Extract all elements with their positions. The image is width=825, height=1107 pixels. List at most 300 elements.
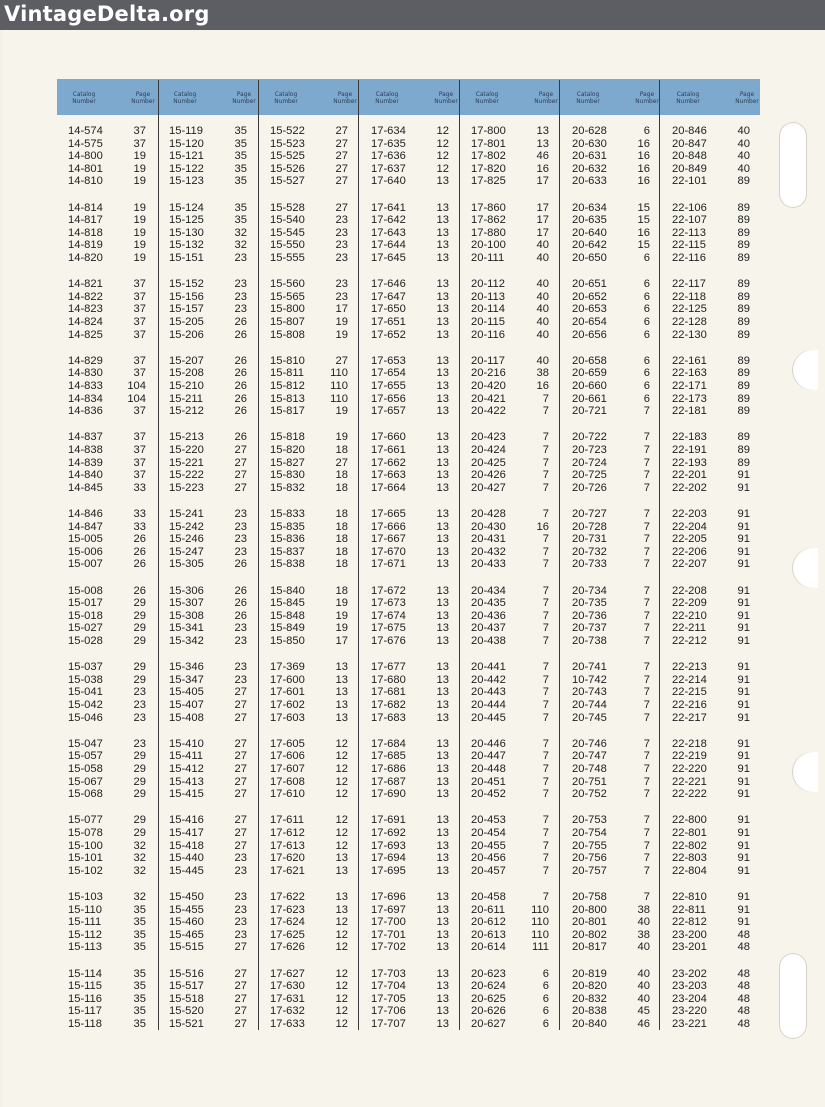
page-number: 89 [737,443,750,456]
table-row [68,367,168,380]
table-row [270,125,370,138]
page-number: 91 [737,507,750,520]
table-row [371,431,471,444]
page-number: 7 [542,852,549,865]
catalog-number: 15-116 [68,992,103,1005]
table-row [270,175,370,188]
table-row [471,291,571,304]
catalog-number: 17-636 [371,150,406,163]
page-number: 12 [335,788,348,801]
page-number: 23 [234,303,247,316]
catalog-number: 20-446 [471,737,506,750]
catalog-number: 20-847 [672,137,707,150]
table-row [471,980,571,993]
page-number: 13 [436,992,449,1005]
table-row [672,916,772,929]
catalog-number: 20-624 [471,980,506,993]
table-row [572,138,672,151]
page-number: 27 [335,150,348,163]
page-number: 26 [234,315,247,328]
catalog-number: 15-211 [169,392,204,405]
table-row [371,865,471,878]
table-row [68,814,168,827]
table-row [68,852,168,865]
row-group [169,125,269,202]
catalog-number: 15-408 [169,711,204,724]
page-number: 7 [643,711,650,724]
table-row [270,303,370,316]
table-row [169,610,269,623]
table-row [672,202,772,215]
catalog-number: 15-827 [270,456,305,469]
table-row [270,699,370,712]
page-number: 27 [234,469,247,482]
page-number: 15 [637,201,650,214]
table-row [68,980,168,993]
table-row [371,929,471,942]
catalog-number: 17-683 [371,711,406,724]
catalog-number: 22-181 [672,405,707,418]
table-row [68,788,168,801]
row-group [68,431,168,508]
catalog-number: 22-171 [672,379,707,392]
table-row [672,610,772,623]
page-number: 16 [536,379,549,392]
page-number: 40 [536,239,549,252]
catalog-number: 15-412 [169,762,204,775]
table-row [572,776,672,789]
catalog-number: 20-817 [572,941,607,954]
page-number: 40 [737,125,750,137]
page-number: 13 [335,864,348,877]
table-row [572,597,672,610]
catalog-number: 20-660 [572,379,607,392]
page-number: 40 [536,354,549,367]
table-row [68,227,168,240]
page-number: 13 [436,379,449,392]
catalog-number: 14-818 [68,226,103,239]
page-number: 40 [637,967,650,980]
catalog-number: 20-800 [572,903,607,916]
table-row [169,941,269,954]
header-page-label: Number [434,97,458,105]
row-group [68,585,168,662]
page-number: 40 [536,251,549,264]
catalog-number: 14-838 [68,443,103,456]
catalog-number: 20-732 [572,545,607,558]
catalog-number: 17-695 [371,864,406,877]
page-number: 7 [542,545,549,558]
catalog-number: 22-208 [672,584,707,597]
catalog-number: 17-705 [371,992,406,1005]
table-row [169,558,269,571]
page-number: 7 [542,686,549,699]
catalog-number: 17-642 [371,214,406,227]
table-row [270,980,370,993]
catalog-number: 15-130 [169,226,204,239]
page-number: 29 [133,622,146,635]
catalog-number: 17-632 [270,1005,305,1018]
catalog-number: 22-116 [672,251,707,264]
page-number: 12 [335,941,348,954]
page-number: 35 [133,1017,146,1030]
row-group [572,661,672,738]
table-row [270,941,370,954]
table-row [68,214,168,227]
page-number: 27 [234,967,247,980]
page-number: 13 [436,175,449,188]
page-number: 91 [737,890,750,903]
header-catalog-label: Catalog [676,89,700,98]
page-number: 23 [234,251,247,264]
page-number: 40 [536,315,549,328]
catalog-number: 17-685 [371,750,406,763]
table-row [270,1005,370,1018]
page-number: 13 [436,762,449,775]
page-number: 89 [737,456,750,469]
catalog-number: 20-754 [572,826,607,839]
table-row [471,610,571,623]
catalog-number: 17-627 [270,967,305,980]
page-number: 91 [737,864,750,877]
table-row [270,278,370,291]
table-row [572,291,672,304]
table-row [471,840,571,853]
catalog-number: 20-611 [471,903,506,916]
catalog-number: 15-208 [169,367,204,380]
page-number: 35 [133,1005,146,1018]
catalog-number: 17-677 [371,661,406,674]
table-row [270,457,370,470]
page-number: 7 [542,507,549,520]
page-number: 13 [335,698,348,711]
page-number: 7 [643,698,650,711]
row-group [68,355,168,432]
catalog-number: 15-006 [68,545,103,558]
catalog-number: 14-800 [68,150,103,163]
page-number: 91 [737,711,750,724]
page-number: 29 [133,750,146,763]
row-group [270,585,370,662]
table-row [68,521,168,534]
row-group [270,968,370,1045]
catalog-number: 22-802 [672,839,707,852]
catalog-number: 15-347 [169,673,204,686]
page-number: 27 [234,698,247,711]
catalog-number: 15-840 [270,584,305,597]
page-number: 13 [436,814,449,827]
table-row [371,367,471,380]
catalog-number: 15-122 [169,162,204,175]
page-number: 23 [335,214,348,227]
page-number: 91 [737,737,750,750]
header-catalog-number [569,83,607,113]
table-row [68,546,168,559]
table-row [371,558,471,571]
table-row [471,699,571,712]
catalog-number: 20-659 [572,367,607,380]
table-row [471,904,571,917]
page-number: 23 [335,290,348,303]
table-row [471,316,571,329]
table-row [270,508,370,521]
table-row [371,125,471,138]
table-row [572,316,672,329]
row-group [672,202,772,279]
catalog-number: 17-645 [371,251,406,264]
row-group [371,355,471,432]
page-number: 110 [531,916,549,929]
header-page-number [531,83,561,113]
catalog-number: 17-691 [371,814,406,827]
page-number: 32 [133,839,146,852]
table-row [68,929,168,942]
catalog-number: 15-808 [270,328,305,341]
catalog-number: 20-745 [572,711,607,724]
catalog-number: 15-207 [169,354,204,367]
row-group [672,968,772,1045]
row-group [572,508,672,585]
page-number: 19 [133,239,146,252]
catalog-number: 20-652 [572,290,607,303]
page-number: 13 [436,315,449,328]
catalog-number: 17-620 [270,852,305,865]
table-row [169,661,269,674]
catalog-number: 20-613 [471,928,506,941]
catalog-number: 15-047 [68,737,103,750]
page-number: 16 [637,137,650,150]
catalog-number: 15-440 [169,852,204,865]
row-group [572,431,672,508]
table-row [572,163,672,176]
row-group [371,125,471,202]
header-page-number [431,83,461,113]
catalog-number: 15-407 [169,698,204,711]
catalog-number: 15-041 [68,686,103,699]
catalog-number: 14-823 [68,303,103,316]
row-group [672,891,772,968]
catalog-number: 17-631 [270,992,305,1005]
table-row [68,393,168,406]
page-number: 89 [737,239,750,252]
table-row [68,712,168,725]
page-number: 37 [133,278,146,291]
page-number: 16 [637,175,650,188]
table-row [572,1018,672,1031]
catalog-number: 22-803 [672,852,707,865]
table-row [672,750,772,763]
table-row [270,840,370,853]
row-group [169,738,269,815]
page-number: 48 [737,928,750,941]
page-number: 91 [737,558,750,571]
page-number: 38 [637,928,650,941]
page-number: 91 [737,788,750,801]
catalog-number: 20-741 [572,661,607,674]
page-number: 23 [234,928,247,941]
table-row [270,929,370,942]
catalog-number: 17-696 [371,890,406,903]
catalog-number: 20-653 [572,303,607,316]
catalog-number: 17-704 [371,980,406,993]
catalog-number: 20-661 [572,392,607,405]
catalog-number: 15-835 [270,520,305,533]
page-number: 12 [335,928,348,941]
catalog-number: 22-800 [672,814,707,827]
table-row [68,316,168,329]
page-number: 48 [737,1005,750,1018]
page-number: 18 [335,507,348,520]
header-catalog-label: Number [576,97,600,105]
table-row [68,661,168,674]
page-number: 17 [335,303,348,316]
table-row [270,227,370,240]
table-row [270,138,370,151]
table-row [68,827,168,840]
row-group [68,508,168,585]
table-row [672,814,772,827]
table-row [169,239,269,252]
header-catalog-number [468,83,506,113]
catalog-number: 17-660 [371,431,406,444]
table-row [572,252,672,265]
page-number: 19 [335,405,348,418]
row-group [672,738,772,815]
catalog-number: 17-654 [371,367,406,380]
table-row [371,380,471,393]
table-row [471,661,571,674]
table-row [270,214,370,227]
catalog-number: 15-450 [169,890,204,903]
catalog-number: 22-217 [672,711,707,724]
table-row [68,431,168,444]
catalog-number: 17-862 [471,214,506,227]
table-row [471,239,571,252]
index-column [371,125,471,1044]
table-row [371,150,471,163]
page-number: 6 [643,392,650,405]
catalog-number: 20-727 [572,507,607,520]
row-group [471,355,571,432]
site-banner-title[interactable]: VintageDelta.org [4,2,210,26]
row-group [68,968,168,1045]
table-row [371,1018,471,1031]
page-number: 29 [133,788,146,801]
catalog-number: 14-814 [68,201,103,214]
table-row [371,316,471,329]
catalog-number: 15-157 [169,303,204,316]
table-row [572,1005,672,1018]
catalog-number: 15-242 [169,520,204,533]
table-row [572,125,672,138]
table-row [371,585,471,598]
row-group [270,355,370,432]
page-number: 7 [542,775,549,788]
row-group [371,431,471,508]
table-row [572,865,672,878]
page-number: 91 [737,609,750,622]
page-number: 13 [436,1005,449,1018]
catalog-number: 17-670 [371,545,406,558]
catalog-number: 15-113 [68,941,103,954]
table-row [672,1005,772,1018]
page-number: 23 [234,661,247,674]
page-number: 26 [234,367,247,380]
catalog-number: 15-305 [169,558,204,571]
page-number: 26 [234,379,247,392]
catalog-number: 17-652 [371,328,406,341]
page-number: 27 [234,788,247,801]
page-number: 12 [335,737,348,750]
page-number: 7 [643,634,650,647]
catalog-number: 20-846 [672,125,707,137]
table-row [169,980,269,993]
catalog-number: 23-221 [672,1017,707,1030]
table-row [672,457,772,470]
page-number: 23 [133,737,146,750]
catalog-number: 15-077 [68,814,103,827]
page-number: 15 [637,239,650,252]
page-number: 6 [643,251,650,264]
table-row [68,840,168,853]
table-row [270,814,370,827]
page-number: 6 [542,992,549,1005]
table-row [270,291,370,304]
table-row [672,699,772,712]
page-number: 13 [436,520,449,533]
page-number: 27 [335,137,348,150]
page-number: 13 [436,558,449,571]
table-row [572,814,672,827]
table-row [169,355,269,368]
table-row [371,533,471,546]
table-row [169,827,269,840]
catalog-number: 15-152 [169,278,204,291]
row-group [169,508,269,585]
table-row [270,546,370,559]
page-number: 26 [133,545,146,558]
row-group [371,968,471,1045]
table-row [371,827,471,840]
catalog-number: 17-800 [471,125,506,137]
page-number: 17 [536,226,549,239]
row-group [471,968,571,1045]
page-number: 23 [133,686,146,699]
page-number: 13 [436,214,449,227]
page-number: 26 [234,597,247,610]
table-row [270,776,370,789]
table-row [471,533,571,546]
row-group [169,814,269,891]
row-group [371,738,471,815]
row-group [371,891,471,968]
page-number: 23 [335,251,348,264]
table-row [471,138,571,151]
catalog-number: 17-643 [371,226,406,239]
catalog-number: 15-520 [169,1005,204,1018]
catalog-number: 15-410 [169,737,204,750]
table-row [68,405,168,418]
table-row [169,150,269,163]
row-group [68,202,168,279]
header-page-label: Number [333,97,357,105]
page-number: 26 [234,354,247,367]
row-group [270,431,370,508]
table-row [672,674,772,687]
table-row [471,125,571,138]
page-number: 13 [436,431,449,444]
catalog-number: 20-623 [471,967,506,980]
